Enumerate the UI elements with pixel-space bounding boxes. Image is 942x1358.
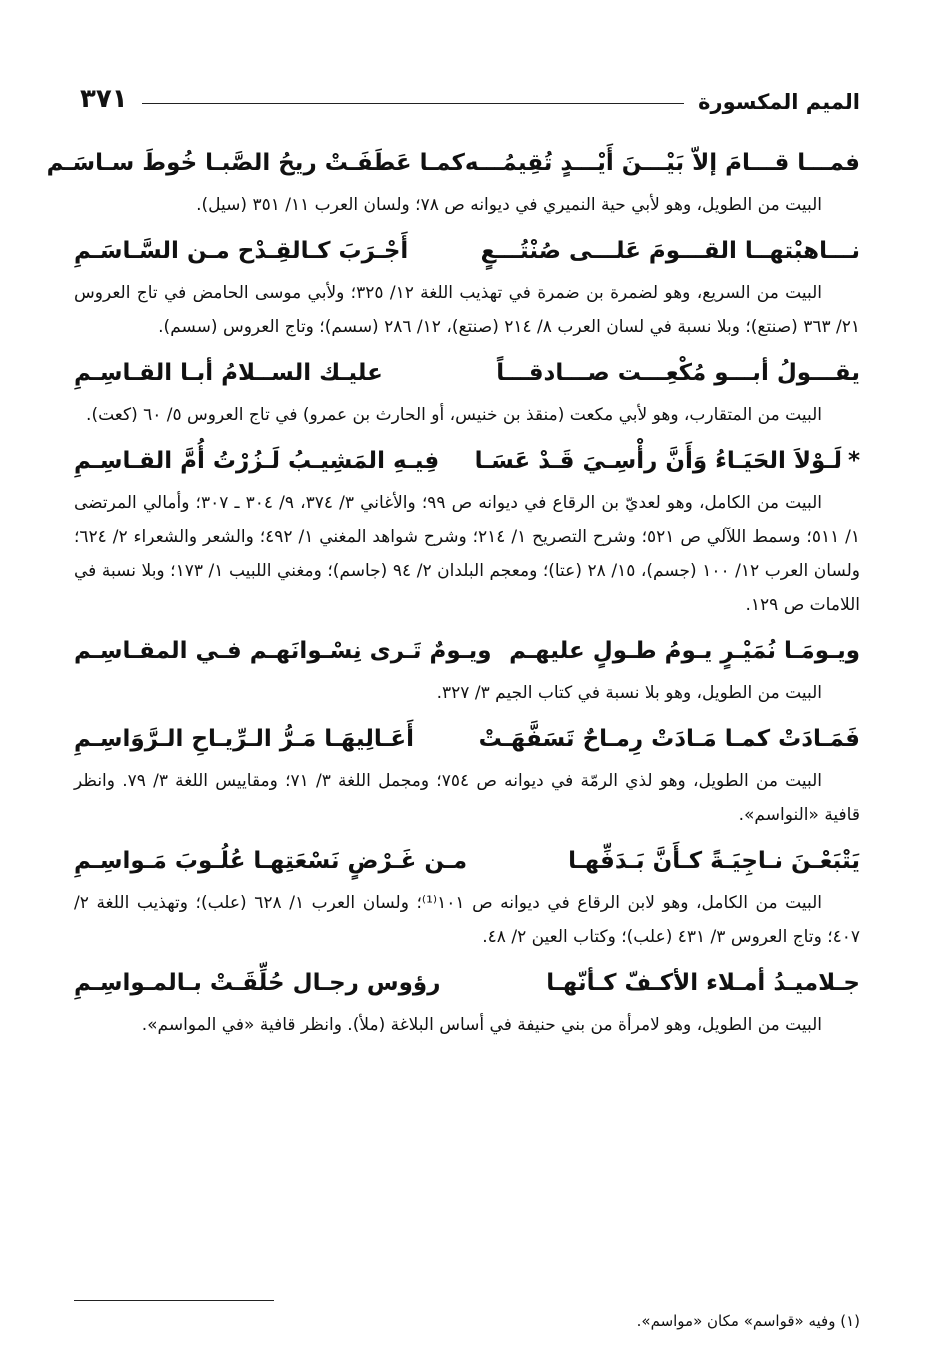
verse-line — [74, 962, 860, 1004]
verse-second-hemistich: رؤوس رجـال حُلِّقَـتْ بـالمـواسِـمِ — [74, 970, 441, 996]
verse-entry — [74, 230, 860, 344]
verse-entry — [74, 718, 860, 832]
page-header — [80, 78, 860, 114]
verse-commentary: البيت من الكامل، وهو لابن الرقاع في ديوانه ص ١٠١⁽¹⁾؛ ولسان العرب ١/ ٦٢٨ (علب)؛ وتهذيب اللغة ٢/ ٤٠٧؛ وتاج العروس ٣/ ٤٣١ (علب)؛ وكتاب العين ٢/ ٤٨. — [74, 893, 860, 947]
verse-line — [74, 840, 860, 882]
verse-first-hemistich — [465, 142, 860, 184]
verse-second-hemistich: فِيـهِ المَشِيـبُ لَـزُرْتُ أُمَّ القـاسِـمِ — [74, 448, 440, 474]
verse-line — [74, 352, 860, 394]
first-hemistich-text: جـلاميـدُ أمـلاء الأكـفّ كـأنّهـا — [546, 970, 860, 996]
first-hemistich-text: فَمَـادَتْ كمـا مَـادَتْ رِمـاحٌ تَسَفَّهَـتْ — [478, 726, 860, 752]
first-hemistich-text: نـــاهبْتهــا القـــومَ عَلـــى صُنْتُـــعٍ — [480, 238, 860, 264]
header-rule — [142, 103, 684, 104]
verse-second-hemistich: كمـا عَطَفَـتْ ريحُ الصَّبـا خُوطَ سـاسَـم — [46, 150, 465, 176]
verse-second-hemistich: مـن غَـرْضٍ نَسْعَتِهـا عُلُـوبَ مَـواسِـمِ — [74, 848, 468, 874]
verse-commentary: البيت من الطويل، وهو لأبي حية النميري في ديوانه ص ٧٨؛ ولسان العرب ١١/ ٣٥١ (سيل). — [196, 195, 822, 215]
chapter-title: الميم المكسورة — [698, 90, 860, 114]
verse-first-hemistich — [509, 630, 860, 672]
verse-line — [74, 440, 860, 482]
verse-line — [74, 630, 860, 672]
verse-second-hemistich: ويـومٌ تَـرى نِسْـوانَهـم فـي المقـاسِـم — [74, 638, 492, 664]
verse-line — [74, 230, 860, 272]
verse-first-hemistich — [475, 440, 860, 482]
verse-commentary: البيت من السريع، وهو لضمرة بن ضمرة في تهذيب اللغة ١٢/ ٣٢٥؛ ولأبي موسى الحامض في تاج العروس ٢١/ ٣٦٣ (صنتع)؛ وبلا نسبة في لسان العرب ٨/ ٢١٤ (صنتع)، ١٢/ ٢٨٦ (سسم)؛ وتاج العروس (سسم). — [74, 283, 860, 337]
footnote-divider — [74, 1300, 274, 1301]
first-hemistich-text: ويـومَـا نُمَيْـرٍ يـومُ طـولٍ عليهـم — [509, 638, 860, 664]
verse-entry — [74, 352, 860, 432]
verse-entry — [74, 840, 860, 954]
verse-entry — [74, 962, 860, 1042]
verse-commentary: البيت من الطويل، وهو بلا نسبة في كتاب الجيم ٣/ ٣٢٧. — [436, 683, 822, 703]
first-hemistich-text: يقـــولُ أبـــو مُكْعِـــت صـــادقـــاً — [496, 360, 860, 386]
footnote: (١) وفيه «قواسم» مكان «مواسم». — [636, 1312, 860, 1330]
entries-list — [46, 142, 861, 1050]
verse-first-hemistich — [496, 352, 860, 394]
verse-first-hemistich — [479, 718, 860, 760]
verse-line — [74, 718, 860, 760]
verse-line — [46, 142, 860, 184]
verse-second-hemistich: أَجْـرَبَ كـالقِـدْح مـن السَّـاسَـمِ — [74, 238, 409, 264]
verse-entry — [74, 630, 860, 710]
first-hemistich-text: لَـوْلاَ الحَيَـاءُ وَأَنَّ رأْسِـيَ قَـدْ عَسَـا — [474, 448, 842, 474]
verse-entry — [46, 142, 860, 222]
verse-second-hemistich: عليـك الســلامُ أبـا القـاسِـمِ — [74, 360, 383, 386]
verse-first-hemistich — [568, 840, 860, 882]
page-number: ٣٧١ — [80, 84, 128, 114]
first-hemistich-text: يَتْبَعْـنَ نـاجِيَـةً كـأَنَّ بَـدَفِّهـا — [568, 848, 860, 874]
verse-commentary: البيت من الكامل، وهو لعديّ بن الرقاع في ديوانه ص ٩٩؛ والأغاني ٣/ ٣٧٤، ٩/ ٣٠٤ ـ ٣٠٧؛ وأمالي المرتضى ١/ ٥١١؛ وسمط اللآلي ص ٥٢١؛ وشرح التصريح ١/ ٢١٤؛ وشرح شواهد المغني ١/ ٤٩٢؛ والشعر والشعراء ٢/ ٦٢٤؛ ولسان العرب ١٢/ ١٠٠ (جسم)، ١٥/ ٢٨ (عتا)؛ ومعجم البلدان ٢/ ٩٤ (جاسم)؛ ومغني اللبيب ١/ ١٧٣؛ وبلا نسبة في اللامات ص ١٢٩. — [74, 493, 861, 615]
first-hemistich-text: فمـــا قـــامَ إلاّ بَيْـــنَ أَيْـــدٍ تُقِيمُـــه — [464, 150, 860, 176]
verse-entry — [74, 440, 860, 622]
verse-commentary: البيت من المتقارب، وهو لأبي مكعت (منقذ بن خنيس، أو الحارث بن عمرو) في تاج العروس ٥/ ٦٠ (كعت). — [86, 405, 822, 425]
verse-commentary: البيت من الطويل، وهو لامرأة من بني حنيفة في أساس البلاغة (ملأ). وانظر قافية «في المواسم». — [141, 1015, 822, 1035]
verse-first-hemistich — [481, 230, 860, 272]
verse-commentary: البيت من الطويل، وهو لذي الرمّة في ديوانه ص ٧٥٤؛ ومجمل اللغة ٣/ ٧١؛ ومقاييس اللغة ٣/ ٧٩. وانظر قافية «النواسم». — [74, 771, 860, 825]
star-marker: * — [847, 448, 860, 474]
verse-first-hemistich — [546, 962, 860, 1004]
verse-second-hemistich: أَعَـالِيهَـا مَـرُّ الـرِّيـاحِ الـرَّوَاسِـمِ — [74, 726, 415, 752]
